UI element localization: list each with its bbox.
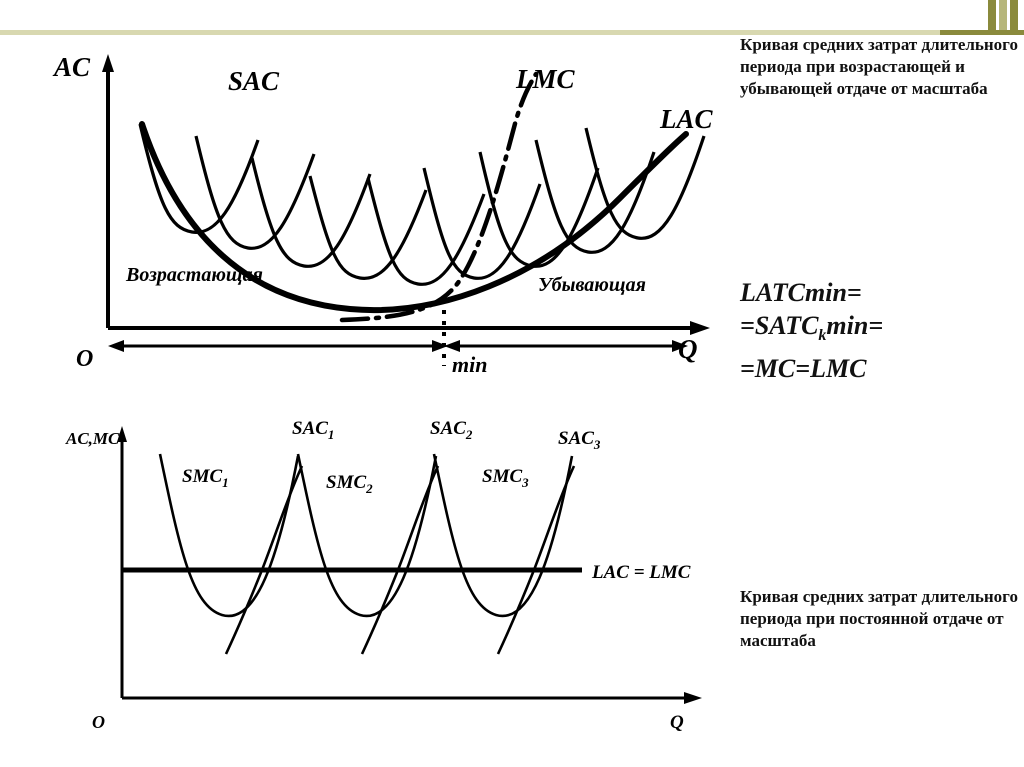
label-lac-lmc: LAC = LMC: [592, 562, 691, 583]
label-q-axis: Q: [678, 334, 698, 364]
label-smc1: $SMC_1$: [182, 466, 229, 490]
decorative-bar-left: [988, 0, 996, 30]
label-smc3: $SMC_3$: [482, 466, 529, 490]
label-sac3: $SAC_3$: [558, 428, 601, 452]
label-sac2: $SAC_2$: [430, 418, 473, 442]
figure-long-run-average-cost: [20, 28, 730, 398]
formula-block: [740, 276, 883, 385]
x-axis-arrow: [684, 692, 702, 704]
increasing-returns-arrow: [108, 340, 448, 352]
label-decreasing-returns: Убывающая: [538, 274, 646, 296]
label-smc2: $SMC_2$: [326, 472, 373, 496]
label-min: min: [452, 352, 488, 377]
formula-line-3: =MC=LMC: [740, 354, 867, 384]
label-origin: O: [92, 712, 105, 732]
decorative-bar-right: [1010, 0, 1018, 30]
label-ac-axis: AC: [54, 52, 91, 82]
lmc-curve: [342, 74, 536, 320]
formula-line-1: LATCmin=: [740, 278, 862, 307]
label-sac1: $SAC_1$: [292, 418, 335, 442]
label-sac: SAC: [228, 66, 280, 96]
figure-constant-returns-cost: [30, 410, 730, 750]
caption-bottom-text: Кривая средних затрат длительного периода при постоянной отдаче от масштаба: [740, 587, 1018, 650]
smc-curves: [226, 466, 574, 654]
decorative-bar-middle: [999, 0, 1007, 30]
label-lmc: LMC: [516, 64, 575, 94]
decreasing-returns-arrow: [444, 340, 688, 352]
formula-line-2: $=SATC_k\min=$: [740, 311, 884, 345]
bottom-diagram-svg: [30, 410, 730, 750]
label-increasing-returns: Возрастающая: [126, 264, 263, 286]
y-axis-arrow: [102, 54, 114, 72]
label-ac-mc-axis: AC,MC: [66, 429, 120, 448]
x-axis-arrow: [690, 321, 710, 335]
label-lac: LAC: [660, 104, 713, 134]
label-origin: O: [76, 346, 94, 372]
label-q-axis: Q: [670, 712, 684, 733]
caption-top-text: Кривая средних затрат длительного периода при возрастающей и убывающей отдаче от масштаба: [740, 35, 1018, 98]
top-diagram-svg: [20, 28, 730, 398]
